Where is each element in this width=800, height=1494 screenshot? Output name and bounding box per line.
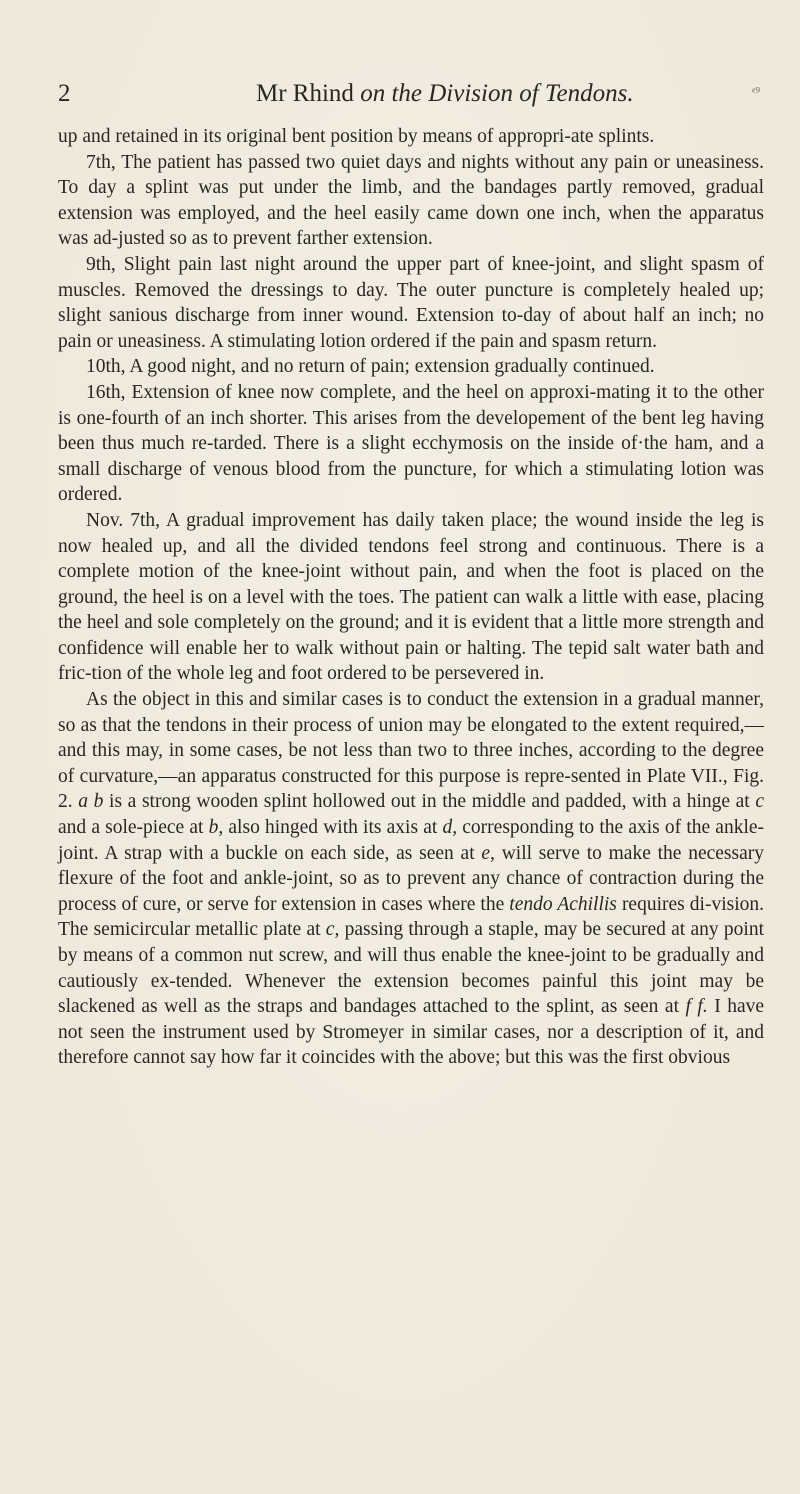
text-run: passing through a staple, may be secured at any point by means of a common nut screw, and will thus enable the knee-joint to be gradually and cautiously ex-tended. Whenever the extension becomes painful this joint may be slackened as well as the straps and bandages attached to the splint, as seen at [58, 919, 764, 1018]
page-number: 2 [58, 80, 71, 107]
running-head [58, 74, 760, 114]
italic-ref: e, [481, 842, 495, 864]
text-run: and a sole-piece at [58, 817, 204, 839]
running-title [256, 74, 634, 114]
paragraph-continuation: up and retained in its original bent position by means of appropri-ate splints. [58, 126, 655, 147]
running-title-italic-2: of Tendons. [519, 80, 634, 107]
italic-ref: f f. [685, 996, 708, 1018]
paragraph-7th: 7th, The patient has passed two quiet days and nights without any pain or uneasiness. To day a splint was put under the limb, and the bandages partly removed, gradual extension was employed, and the heel easily came down one inch, when the apparatus was ad-justed so as to prevent farther extension. [58, 151, 764, 250]
text-run: corresponding to the axis of the ankle-joint. A strap with a buckle on each side, as seen at [58, 817, 765, 864]
text-run: I have not seen the instrument used by Stromeyer in similar cases, nor a description of it, and therefore cannot say how far it coincides with the above; but this was the first obvious [58, 996, 765, 1069]
italic-ref: c [755, 791, 765, 813]
paragraph-apparatus [58, 687, 764, 1071]
corner-mark: ᵉ⁹ [752, 84, 760, 99]
text-run: As the object in this and similar cases is to conduct the extension in a gradual manner, so as that the tendons in their process of union may be elongated to the extent required,—and this may, in some cases, be not less than two to three inches, according to the degree of curvature,—an apparatus constructed for this purpose is repre-sented in Plate VII., Fig. 2. [58, 689, 764, 813]
text-run: requires di-vision. The semicircular metallic plate at [58, 893, 764, 941]
italic-ref: a b [78, 791, 104, 813]
paragraph-nov-7th: Nov. 7th, A gradual improvement has daily taken place; the wound inside the leg is now healed up, and all the divided tendons feel strong and continuous. There is a complete motion of the knee-joint without pain, and when the foot is placed on the ground, the heel is on a level with the toes. The patient can walk a little with ease, placing the heel and sole completely on the ground; and it is evident that a little more strength and confidence will enable her to walk without pain or halting. The tepid salt water bath and fric-tion of the whole leg and foot ordered to be persevered in. [58, 509, 764, 685]
paragraph-9th: 9th, Slight pain last night around the upper part of knee-joint, and slight spasm of muscles. Removed the dressings to day. The outer puncture is completely healed up; slight sanious discharge from inner wound. Extension to-day of about half an inch; no pain or uneasiness. A stimulating lotion ordered if the pain and spasm return. [58, 253, 764, 352]
text-run: also hinged with its axis at [228, 817, 438, 839]
italic-ref: c, [325, 919, 340, 941]
italic-ref: d, [442, 817, 458, 839]
paragraph-10th: 10th, A good night, and no return of pain; extension gradually continued. [86, 356, 655, 378]
paragraph-16th: 16th, Extension of knee now complete, and the heel on approxi-mating it to the other is one-fourth of an inch shorter. This arises from the developement of the bent leg having been thus much re-tarded. There is a slight ecchymosis on the inside of·the ham, and a small discharge of venous blood from the puncture, for which a stimulating lotion was ordered. [58, 381, 764, 506]
text-run: will serve to make the necessary flexure of the foot and ankle-joint, so as to prevent any chance of contraction during the process of cure, or serve for extension in cases where the [58, 842, 764, 915]
body-text [58, 124, 764, 1071]
italic-term: tendo Achillis [509, 893, 617, 915]
text-run: is a strong wooden splint hollowed out in the middle and padded, with a hinge at [109, 791, 750, 813]
running-title-author: Mr Rhind [256, 80, 354, 107]
running-title-italic-1: on the Division [360, 80, 513, 107]
italic-ref: b, [208, 817, 224, 839]
